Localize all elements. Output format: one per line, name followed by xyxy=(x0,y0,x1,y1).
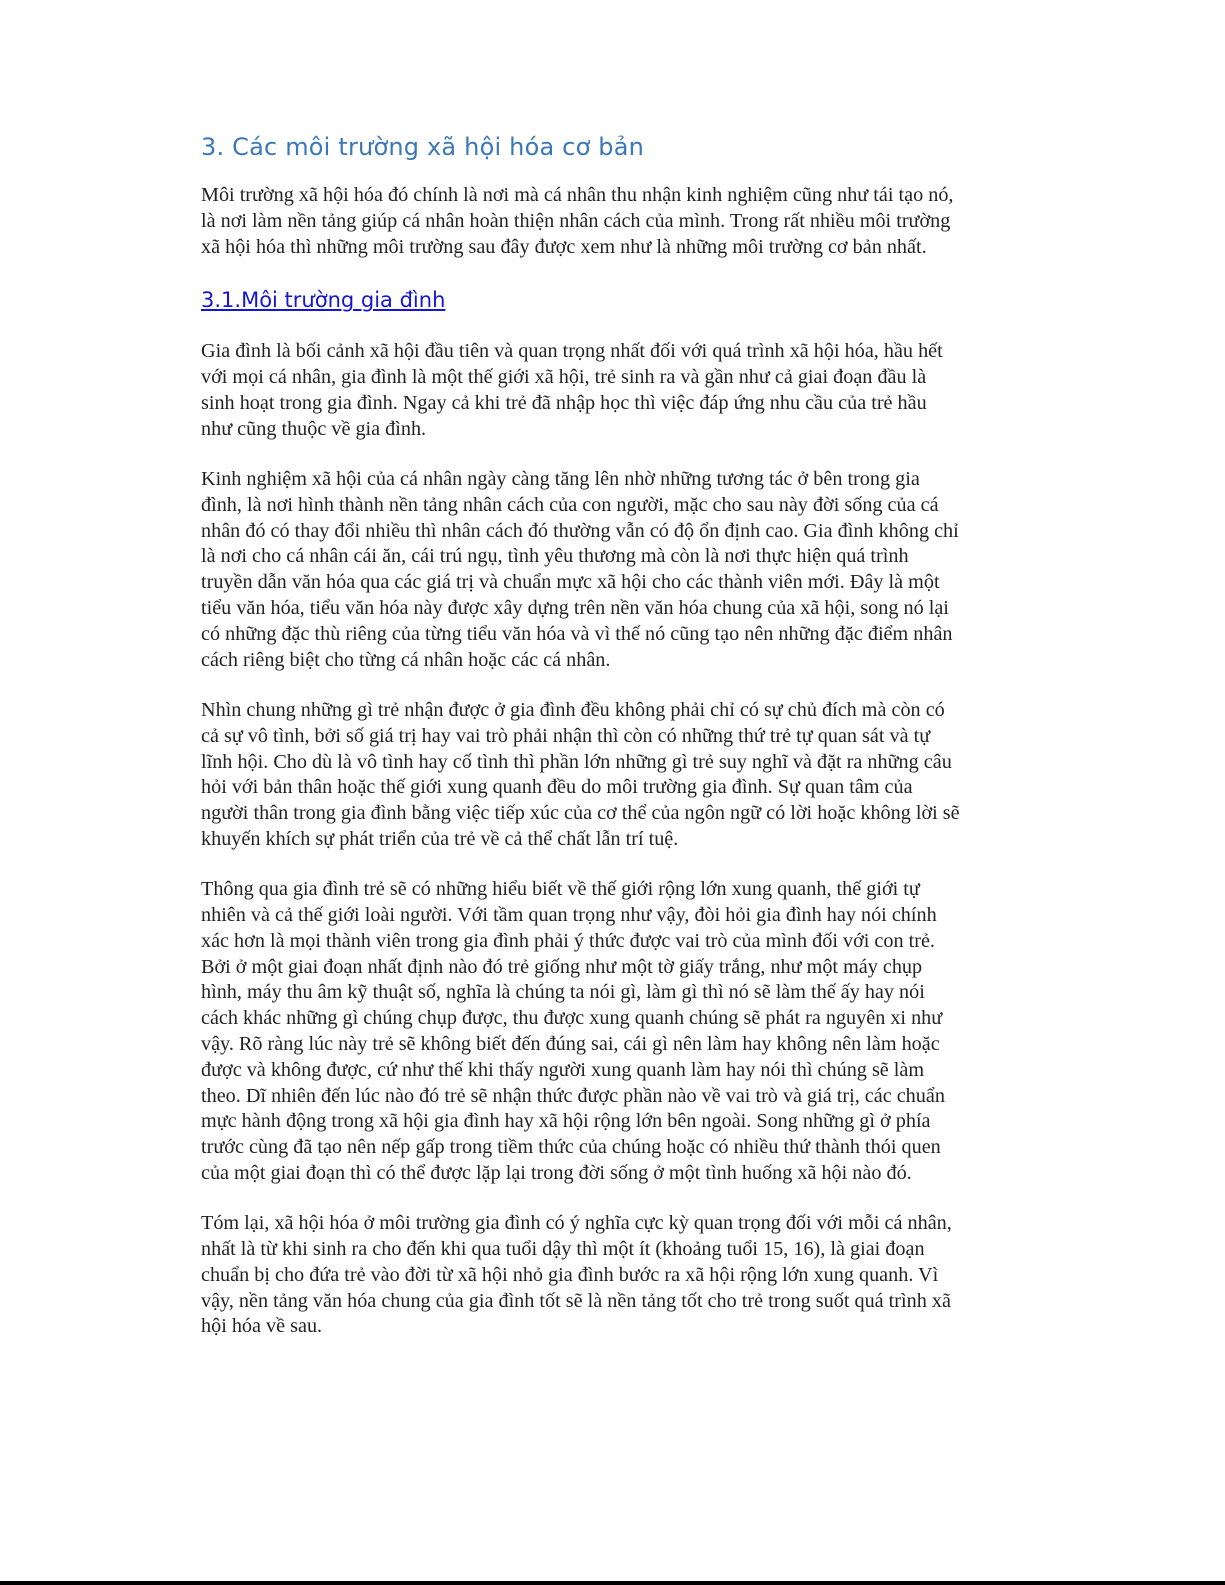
body-paragraph-3: Nhìn chung những gì trẻ nhận được ở gia đình đều không phải chỉ có sự chủ đích mà còn có cả sự vô tình, bởi số giá trị hay vai trò phải nhận thì còn có những thứ trẻ tự quan sát và tự lĩnh hội. Cho dù là vô tình hay cố tình thì phần lớn những gì trẻ suy nghĩ và đặt ra những câu hỏi với bản thân hoặc thế giới xung quanh đều do môi trường gia đình. Sự quan tâm của người thân trong gia đình bằng việc tiếp xúc của cơ thể của ngôn ngữ có lời hoặc không lời sẽ khuyến khích sự phát triển của trẻ về cả thể chất lẫn trí tuệ. xyxy=(201,698,960,850)
intro-paragraph: Môi trường xã hội hóa đó chính là nơi mà cá nhân thu nhận kinh nghiệm cũng như tái tạo nó, là nơi làm nền tảng giúp cá nhân hoàn thiện nhân cách của mình. Trong rất nhiều môi trường xã hội hóa thì những môi trường sau đây được xem như là những môi trường cơ bản nhất. xyxy=(201,184,954,258)
section-heading: 3. Các môi trường xã hội hóa cơ bản xyxy=(201,133,645,161)
document-content xyxy=(201,130,1051,1365)
page-bottom-rule xyxy=(0,1581,1225,1585)
body-paragraph-4: Thông qua gia đình trẻ sẽ có những hiểu biết về thế giới rộng lớn xung quanh, thế giới tự nhiên và cả thế giới loài người. Với tầm quan trọng như vậy, đòi hỏi gia đình hay nói chính xác hơn là mọi thành viên trong gia đình phải ý thức được vai trò của mình đối với con trẻ. Bởi ở một giai đoạn nhất định nào đó trẻ giống như một tờ giấy trắng, như một máy chụp hình, máy thu âm kỹ thuật số, nghĩa là chúng ta nói gì, làm gì thì nó sẽ làm thế ấy hay nói cách khác những gì chúng chụp được, thu được xung quanh chúng sẽ phát ra nguyên xi như vậy. Rõ ràng lúc này trẻ sẽ không biết đến đúng sai, cái gì nên làm hay không nên làm hoặc được và không được, cứ như thế khi thấy người xung quanh làm hay nói thì chúng sẽ làm theo. Dĩ nhiên đến lúc nào đó trẻ sẽ nhận thức được phần nào về vai trò và giá trị, các chuẩn mực hành động trong xã hội gia đình hay xã hội rộng lớn bên ngoài. Song những gì ở phía trước cùng đã tạo nên nếp gấp trong tiềm thức của chúng hoặc có nhiều thứ thành thói quen của một giai đoạn thì có thể được lặp lại trong đời sống ở một tình huống xã hội nào đó. xyxy=(201,878,945,1184)
subsection-heading-link[interactable]: 3.1.Môi trường gia đình xyxy=(201,288,446,313)
body-paragraph-1: Gia đình là bối cảnh xã hội đầu tiên và quan trọng nhất đối với quá trình xã hội hóa, hầu hết với mọi cá nhân, gia đình là một thế giới xã hội, trẻ sinh ra và gần như cả giai đoạn đầu là sinh hoạt trong gia đình. Ngay cả khi trẻ đã nhập học thì việc đáp ứng nhu cầu của trẻ hầu như cũng thuộc về gia đình. xyxy=(201,340,943,440)
body-paragraph-2: Kinh nghiệm xã hội của cá nhân ngày càng tăng lên nhờ những tương tác ở bên trong gia đình, là nơi hình thành nền tảng nhân cách của con người, mặc cho sau này đời sống của cá nhân đó có thay đổi nhiều thì nhân cách đó thường vẫn có độ ổn định cao. Gia đình không chỉ là nơi cho cá nhân cái ăn, cái trú ngụ, tình yêu thương mà còn là nơi thực hiện quá trình truyền dẫn văn hóa qua các giá trị và chuẩn mực xã hội cho các thành viên mới. Đây là một tiểu văn hóa, tiểu văn hóa này được xây dựng trên nền văn hóa chung của xã hội, song nó lại có những đặc thù riêng của từng tiểu văn hóa và vì thế nó cũng tạo nên những đặc điểm nhân cách riêng biệt cho từng cá nhân hoặc các cá nhân. xyxy=(201,468,959,671)
body-paragraph-5: Tóm lại, xã hội hóa ở môi trường gia đình có ý nghĩa cực kỳ quan trọng đối với mỗi cá nhân, nhất là từ khi sinh ra cho đến khi qua tuổi dậy thì một ít (khoảng tuổi 15, 16), là giai đoạn chuẩn bị cho đứa trẻ vào đời từ xã hội nhỏ gia đình bước ra xã hội rộng lớn xung quanh. Vì vậy, nền tảng văn hóa chung của gia đình tốt sẽ là nền tảng tốt cho trẻ trong suốt quá trình xã hội hóa về sau. xyxy=(201,1212,952,1338)
